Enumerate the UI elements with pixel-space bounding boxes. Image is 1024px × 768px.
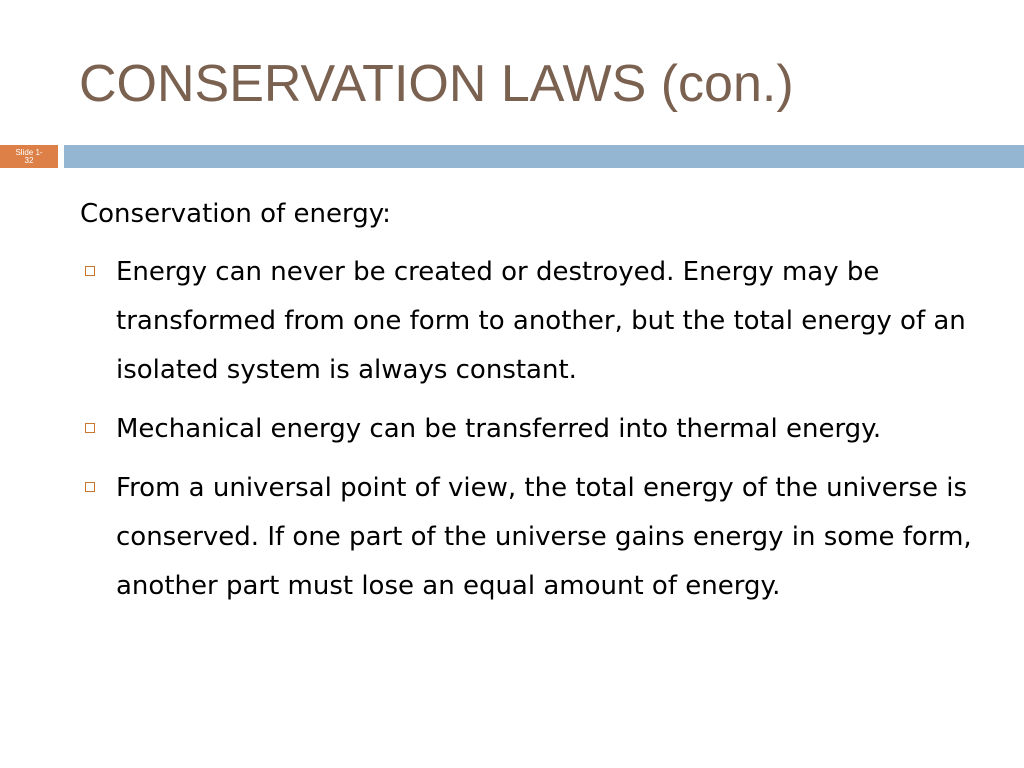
- hollow-square-bullet-icon: [85, 266, 95, 276]
- intro-text: Conservation of energy:: [80, 199, 391, 229]
- slide-number-line1: Slide 1-: [15, 147, 43, 157]
- bullet-text: Mechanical energy can be transferred into thermal energy.: [116, 414, 882, 444]
- bullet-list: [80, 248, 980, 621]
- slide-number-line2: 32: [24, 155, 34, 165]
- bullet-text: Energy can never be created or destroyed. Energy may be transformed from one form to another, but the total energy of an isolated system is always constant.: [116, 257, 966, 385]
- title-divider-bar: [64, 145, 1024, 168]
- bullet-item: [80, 405, 980, 454]
- bullet-text: From a universal point of view, the total energy of the universe is conserved. If one part of the universe gains energy in some form, another part must lose an equal amount of energy.: [116, 473, 972, 601]
- bullet-item: [80, 248, 980, 395]
- hollow-square-bullet-icon: [85, 482, 95, 492]
- slide-number-badge: [0, 145, 58, 168]
- hollow-square-bullet-icon: [85, 423, 95, 433]
- bullet-item: [80, 464, 980, 611]
- slide-title: CONSERVATION LAWS (con.): [79, 55, 794, 113]
